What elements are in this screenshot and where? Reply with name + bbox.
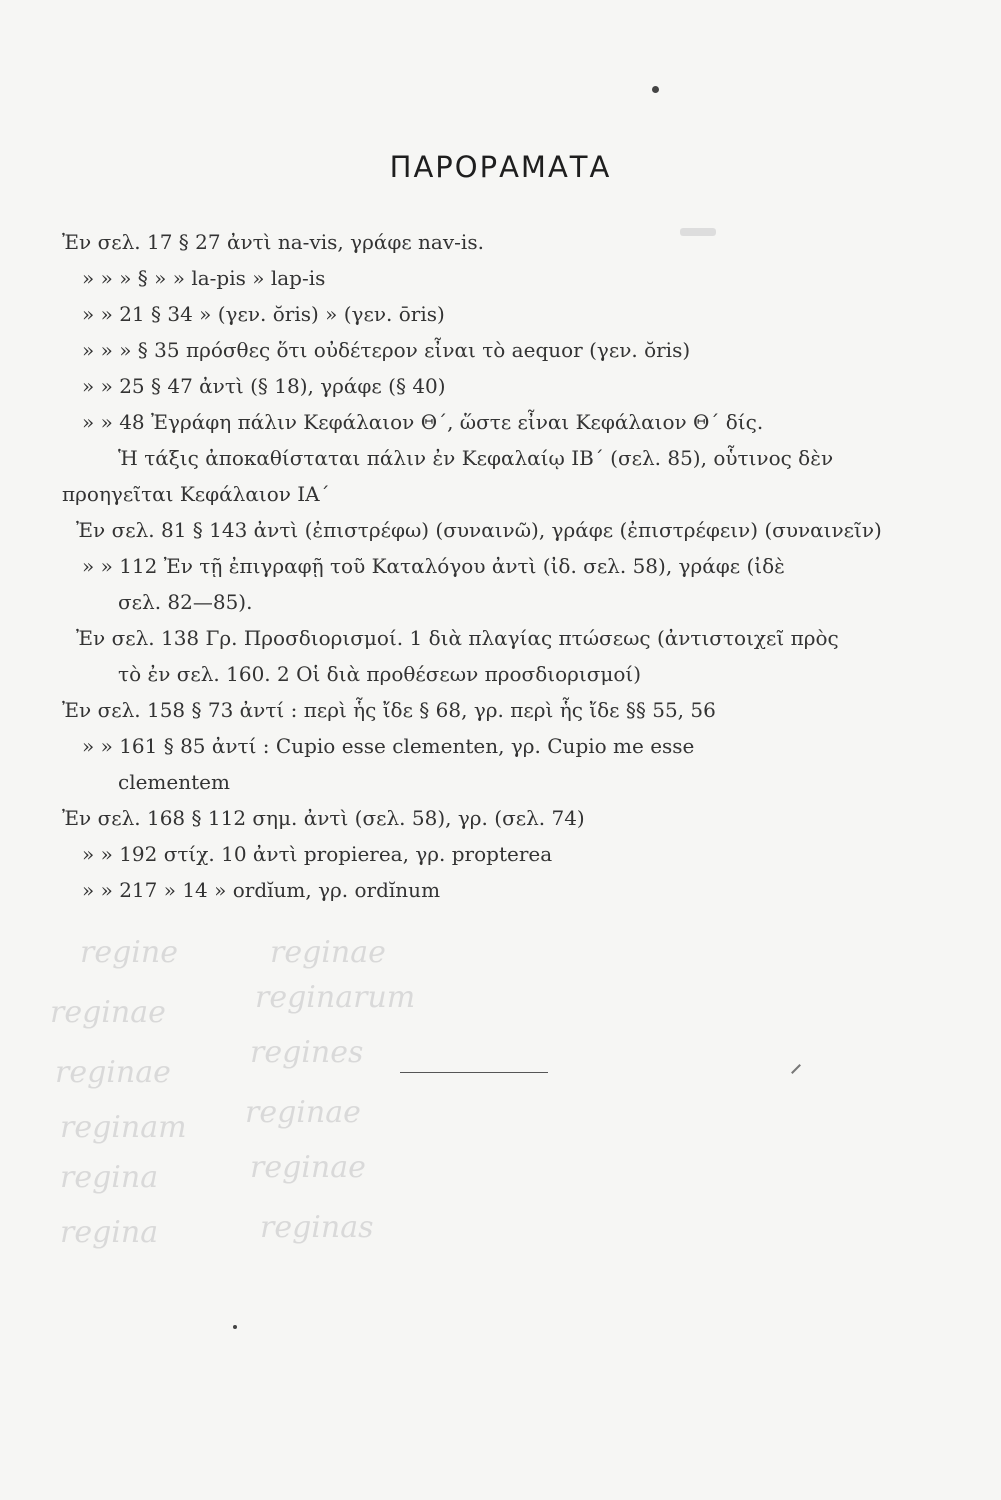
errata-line: Ἐν σελ. 138 Γρ. Προσδιορισμοί. 1 διὰ πλαγίας πτώσεως (ἀντιστοιχεῖ πρὸς bbox=[76, 626, 839, 650]
errata-line: Ἐν σελ. 158 § 73 ἀντί : περὶ ἧς ἴδε § 68, γρ. περὶ ἧς ἴδε §§ 55, 56 bbox=[62, 698, 716, 722]
errata-line: » » 192 στίχ. 10 ἀντὶ propierea, γρ. propterea bbox=[82, 842, 553, 866]
ink-spot bbox=[652, 86, 659, 93]
divider bbox=[400, 1072, 548, 1073]
errata-line: προηγεῖται Κεφάλαιον ΙΑ΄ bbox=[62, 482, 330, 506]
pencil-note: reginae bbox=[270, 935, 386, 970]
errata-line: Ἐν σελ. 81 § 143 ἀντὶ (ἐπιστρέφω) (συναινῶ), γράφε (ἐπιστρέφειν) (συναινεῖν) bbox=[76, 518, 882, 542]
errata-line: » » » § » » la-pis » lap-is bbox=[82, 266, 326, 290]
pencil-tick-mark bbox=[791, 1064, 801, 1074]
errata-line: Ἡ τάξις ἀποκαθίσταται πάλιν ἐν Κεφαλαίῳ ΙΒ΄ (σελ. 85), οὗτινος δὲν bbox=[118, 446, 834, 470]
page-title: ΠΑΡΟΡΑΜΑΤΑ bbox=[389, 150, 612, 184]
pencil-note: reginarum bbox=[255, 980, 416, 1015]
pencil-note: regine bbox=[80, 935, 178, 970]
errata-line: » » 48 Ἐγράφη πάλιν Κεφάλαιον Θ΄, ὥστε εἶναι Κεφάλαιον Θ΄ δίς. bbox=[82, 410, 764, 434]
pencil-note: reginae bbox=[50, 995, 166, 1030]
errata-line: » » 25 § 47 ἀντὶ (§ 18), γράφε (§ 40) bbox=[82, 374, 446, 398]
errata-line: σελ. 82—85). bbox=[118, 590, 253, 614]
errata-line: » » 161 § 85 ἀντί : Cupio esse clementen, γρ. Cupio me esse bbox=[82, 734, 695, 758]
pencil-note: regines bbox=[250, 1035, 364, 1070]
errata-line: » » » § 35 πρόσθες ὅτι οὐδέτερον εἶναι τὸ aequor (γεν. ŏris) bbox=[82, 338, 691, 362]
ink-spot bbox=[233, 1325, 237, 1329]
pencil-note: reginas bbox=[260, 1210, 374, 1245]
pencil-note: reginae bbox=[250, 1150, 366, 1185]
pencil-note: regina bbox=[60, 1160, 159, 1195]
pencil-note: reginae bbox=[245, 1095, 361, 1130]
errata-line: Ἐν σελ. 168 § 112 σημ. ἀντὶ (σελ. 58), γρ. (σελ. 74) bbox=[62, 806, 585, 830]
errata-line: » » 21 § 34 » (γεν. ŏris) » (γεν. ōris) bbox=[82, 302, 445, 326]
errata-line: τὸ ἐν σελ. 160. 2 Οἱ διὰ προθέσεων προσδιορισμοί) bbox=[118, 662, 642, 686]
pencil-note: reginam bbox=[60, 1110, 187, 1145]
pencil-note: regina bbox=[60, 1215, 159, 1250]
smudge-mark bbox=[680, 228, 716, 236]
errata-line: Ἐν σελ. 17 § 27 ἀντὶ na-vis, γράφε nav-is. bbox=[62, 230, 484, 254]
pencil-note: reginae bbox=[55, 1055, 171, 1090]
errata-line: » » 112 Ἐν τῇ ἐπιγραφῇ τοῦ Καταλόγου ἀντὶ (ἰδ. σελ. 58), γράφε (ἰδὲ bbox=[82, 554, 785, 578]
errata-line: » » 217 » 14 » ordĭum, γρ. ordĭnum bbox=[82, 878, 441, 902]
errata-line: clementem bbox=[118, 770, 230, 794]
